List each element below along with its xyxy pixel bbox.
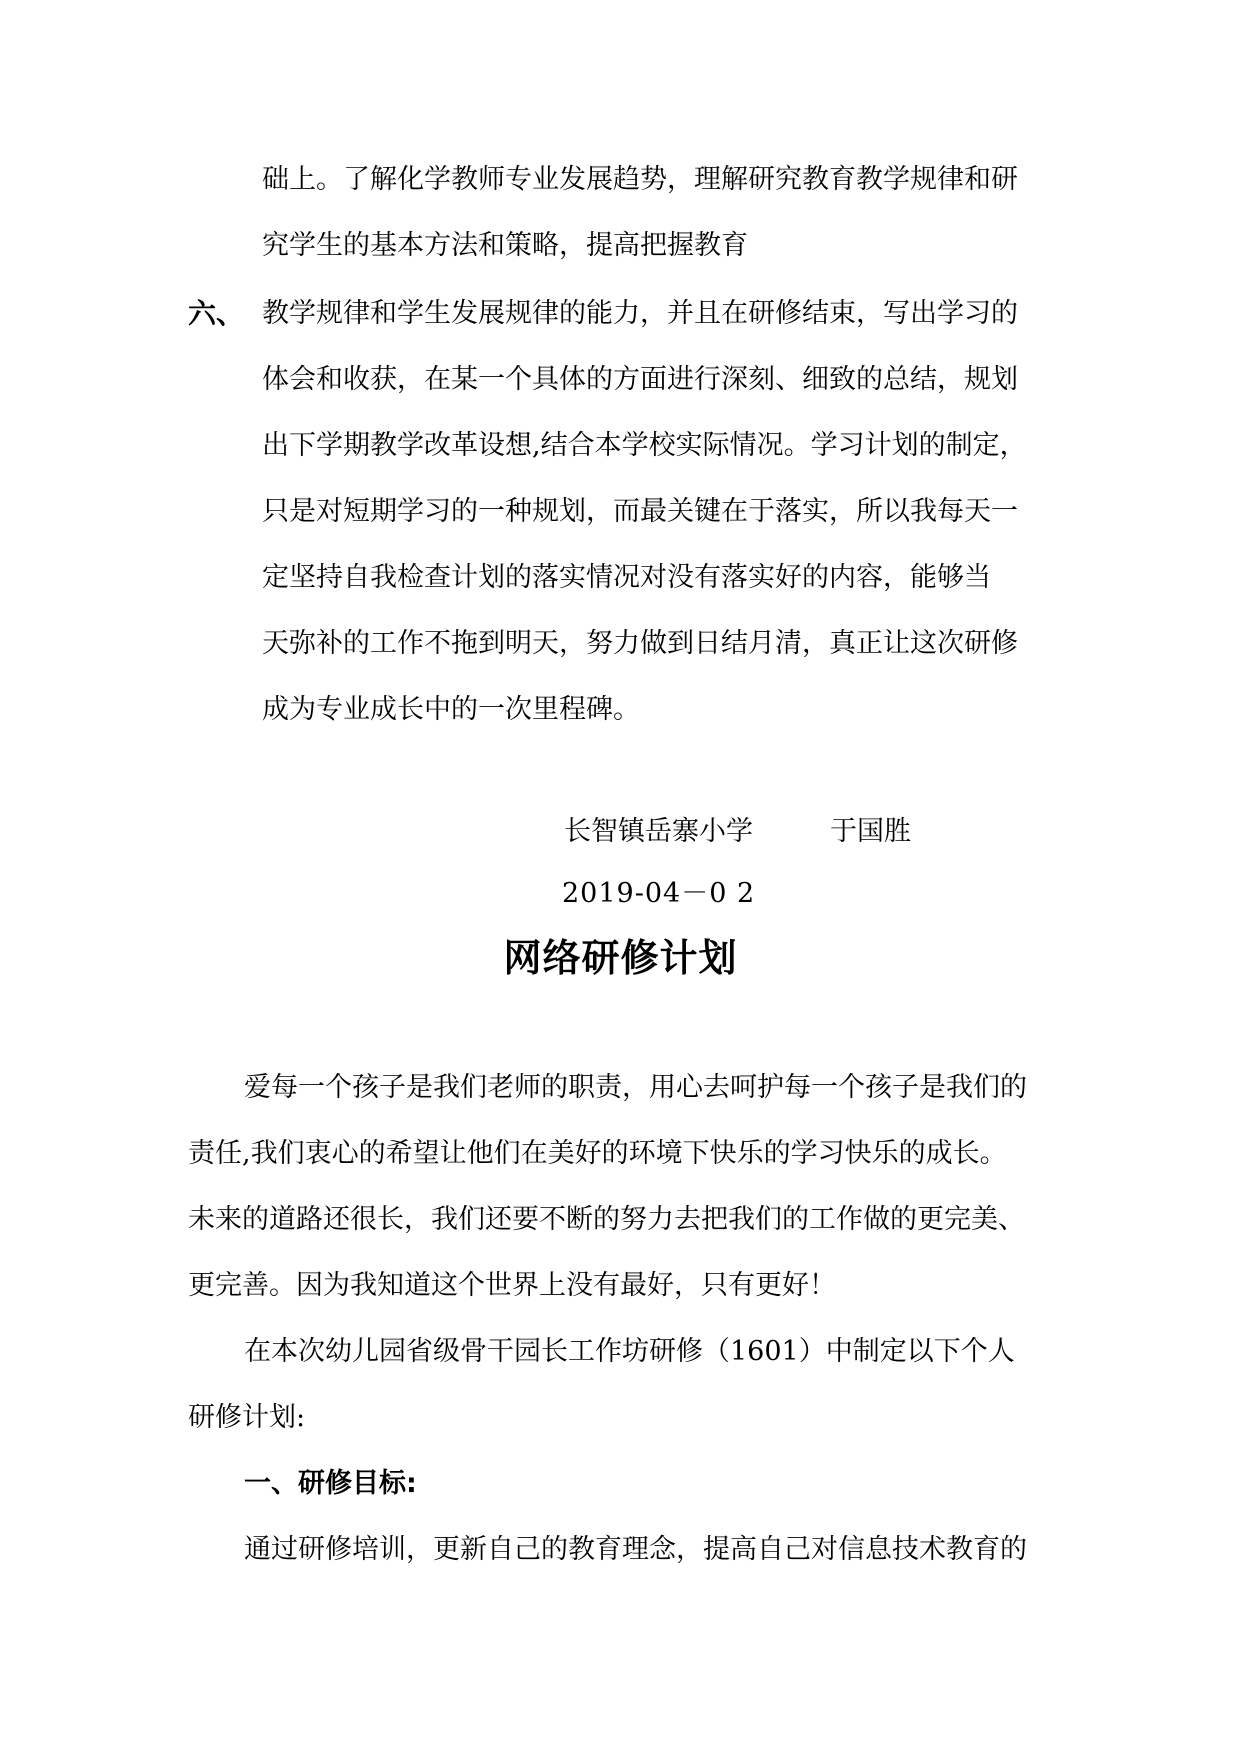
document-title: 网络研修计划 bbox=[503, 936, 738, 980]
numbered-line-7: 成为专业成长中的一次里程碑。 bbox=[262, 694, 640, 725]
numbered-line-4: 只是对短期学习的一种规划，而最关键在于落实，所以我每天一 bbox=[262, 496, 1018, 527]
numbered-line-2: 体会和收获，在某一个具体的方面进行深刻、细致的总结，规划 bbox=[262, 364, 1018, 395]
continuation-line-2: 究学生的基本方法和策略，提高把握教育 bbox=[262, 230, 748, 261]
numbered-line-3: 出下学期教学改革设想,结合本学校实际情况。学习计划的制定， bbox=[262, 430, 1027, 461]
section-heading-goals: 一、研修目标: bbox=[244, 1468, 417, 1499]
numbered-line-6: 天弥补的工作不拖到明天，努力做到日结月清，真正让这次研修 bbox=[262, 628, 1018, 659]
body-para2-line-2: 研修计划: bbox=[188, 1402, 306, 1433]
body-para2-line-1: 在本次幼儿园省级骨干园长工作坊研修（1601）中制定以下个人 bbox=[244, 1336, 1015, 1367]
numbered-line-1: 教学规律和学生发展规律的能力，并且在研修结束，写出学习的 bbox=[262, 298, 1018, 329]
section-number-six: 六、 bbox=[188, 297, 245, 330]
continuation-line-1: 础上。了解化学教师专业发展趋势，理解研究教育教学规律和研 bbox=[262, 164, 1018, 195]
numbered-line-5: 定坚持自我检查计划的落实情况对没有落实好的内容，能够当 bbox=[262, 562, 991, 593]
body-para1-line-2: 责任,我们衷心的希望让他们在美好的环境下快乐的学习快乐的成长。 bbox=[188, 1138, 1007, 1169]
body-para1-line-1: 爱每一个孩子是我们老师的职责，用心去呵护每一个孩子是我们的 bbox=[244, 1072, 1027, 1103]
signature-name: 于国胜 bbox=[830, 816, 911, 847]
body-para3-line-1: 通过研修培训，更新自己的教育理念，提高自己对信息技术教育的 bbox=[244, 1534, 1027, 1565]
body-para1-line-3: 未来的道路还很长，我们还要不断的努力去把我们的工作做的更完美、 bbox=[188, 1204, 1025, 1235]
signature-school: 长智镇岳寨小学 bbox=[564, 816, 753, 847]
signature-date: 2019-04－0 2 bbox=[562, 878, 756, 909]
body-para1-line-4: 更完善。因为我知道这个世界上没有最好，只有更好！ bbox=[188, 1270, 836, 1301]
